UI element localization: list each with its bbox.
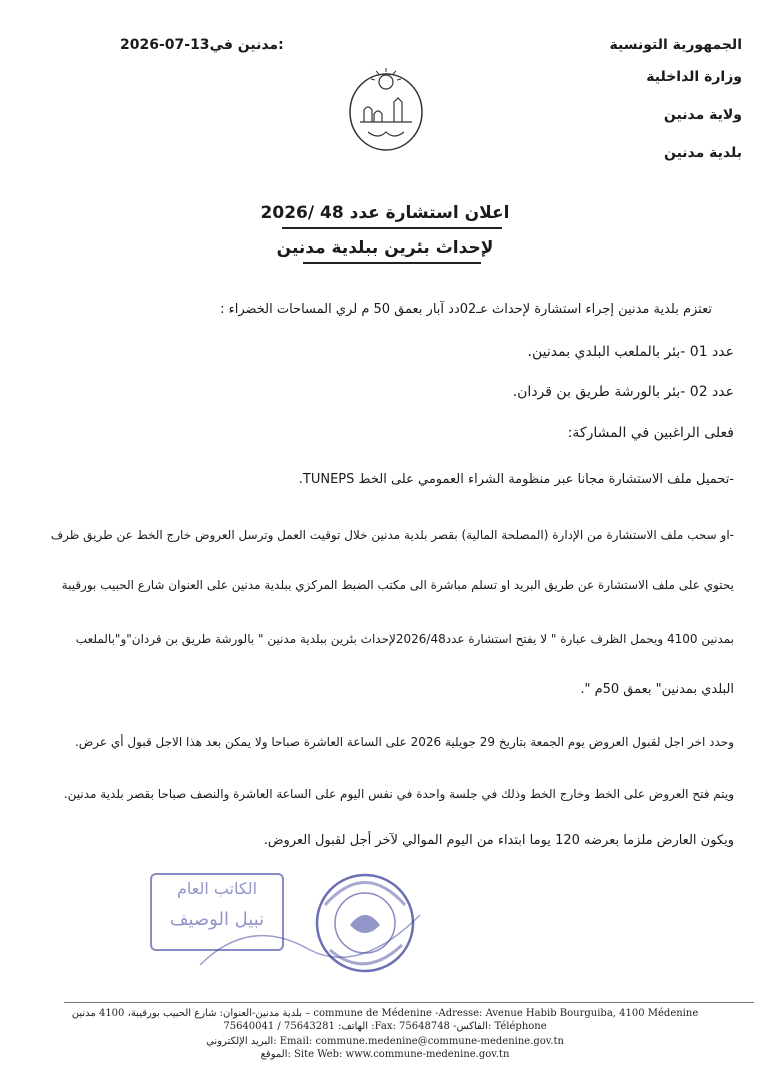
withdrawal-line-3: بمدنين 4100 ويحمل الظرف عبارة " لا يفتح استشارة عدد2026/48لإحداث بئرين ببلدية مدنين " بالورشة طريق بن قردان"و"بالملعب bbox=[75, 632, 734, 646]
footer-separator bbox=[64, 1002, 754, 1003]
withdrawal-line-1: -او سحب ملف الاستشارة من الإدارة (المصلحة المالية) بقصر بلدية مدنين خلال توقيت العمل وترسل العروض خارج الخط عن طريق ظرف bbox=[50, 528, 734, 542]
secretary-general-stamp bbox=[150, 865, 440, 985]
republic-label: الجمهورية التونسية bbox=[609, 37, 742, 53]
subtitle-underline bbox=[303, 262, 481, 264]
announcement-title: اعلان استشارة عدد 48 /2026 bbox=[260, 203, 510, 223]
signature-scribble bbox=[190, 895, 430, 985]
tuneps-bullet: -تحميل ملف الاستشارة مجانا عبر منظومة الشراء العمومي على الخط TUNEPS. bbox=[298, 472, 734, 487]
municipality-label: بلدية مدنين bbox=[663, 145, 742, 161]
withdrawal-line-4: البلدي بمدنين" بعمق 50م ". bbox=[580, 682, 734, 697]
document-date: 2026-07-13مدنين في: bbox=[120, 37, 284, 53]
letterhead bbox=[522, 38, 742, 184]
well-item-1: عدد 01 -بئر بالملعب البلدي بمدنين. bbox=[527, 344, 734, 360]
ministry-label: وزارة الداخلية bbox=[646, 69, 742, 85]
footer-website: الموقع: Site Web: www.commune-medenine.gov.tn bbox=[260, 1049, 510, 1060]
validity-paragraph: ويكون العارض ملزما بعرضه 120 يوما ابتداء من اليوم الموالي لآخر أجل لقبول العروض. bbox=[263, 833, 734, 848]
stamp-name: نبيل الوصيف bbox=[169, 909, 265, 930]
title-underline bbox=[282, 227, 502, 229]
opening-paragraph: ويتم فتح العروض على الخط وخارج الخط وذلك في جلسة واحدة في نفس اليوم على الساعة العاشرة والنصف صباحا بقصر بلدية مدنين. bbox=[63, 787, 734, 801]
withdrawal-line-2: يحتوي على ملف الاستشارة عن طريق البريد او تسلم مباشرة الى مكتب الضبط المركزي ببلدية مدنين على العنوان شارع الحبيب بورقيبة bbox=[61, 578, 734, 592]
footer-address: بلدية مدنين-العنوان: شارع الحبيب بورقيبة، 4100 مدنين – commune de Médenine -Adresse: Avenue Habib Bourguiba, 4100 Médenine bbox=[71, 1008, 699, 1019]
participants-heading: فعلى الراغبين في المشاركة: bbox=[567, 425, 734, 441]
footer-email: البريد الإلكتروني: Email: commune.medenine@commune-medenine.gov.tn bbox=[206, 1036, 564, 1047]
governorate-label: ولاية مدنين bbox=[663, 107, 742, 123]
municipal-seal-logo bbox=[338, 60, 434, 156]
footer-phone: الهاتف: 75643281 / 75640041 :Fax: 75648748 -الفاكس: Téléphone bbox=[223, 1021, 547, 1032]
intro-paragraph: تعتزم بلدية مدنين إجراء استشارة لإحداث عـ02دد آبار بعمق 50 م لري المساحات الخضراء : bbox=[220, 302, 712, 317]
well-item-2: عدد 02 -بئر بالورشة طريق بن قردان. bbox=[512, 384, 734, 400]
stamp-title: الكاتب العام bbox=[176, 879, 258, 898]
announcement-subtitle: لإحداث بئرين ببلدية مدنين bbox=[276, 238, 494, 258]
deadline-paragraph: وحدد اخر اجل لقبول العروض يوم الجمعة بتاريخ 29 جويلية 2026 على الساعة العاشرة صباحا ولا يمكن بعد هذا الاجل قبول أي عرض. bbox=[74, 735, 734, 749]
